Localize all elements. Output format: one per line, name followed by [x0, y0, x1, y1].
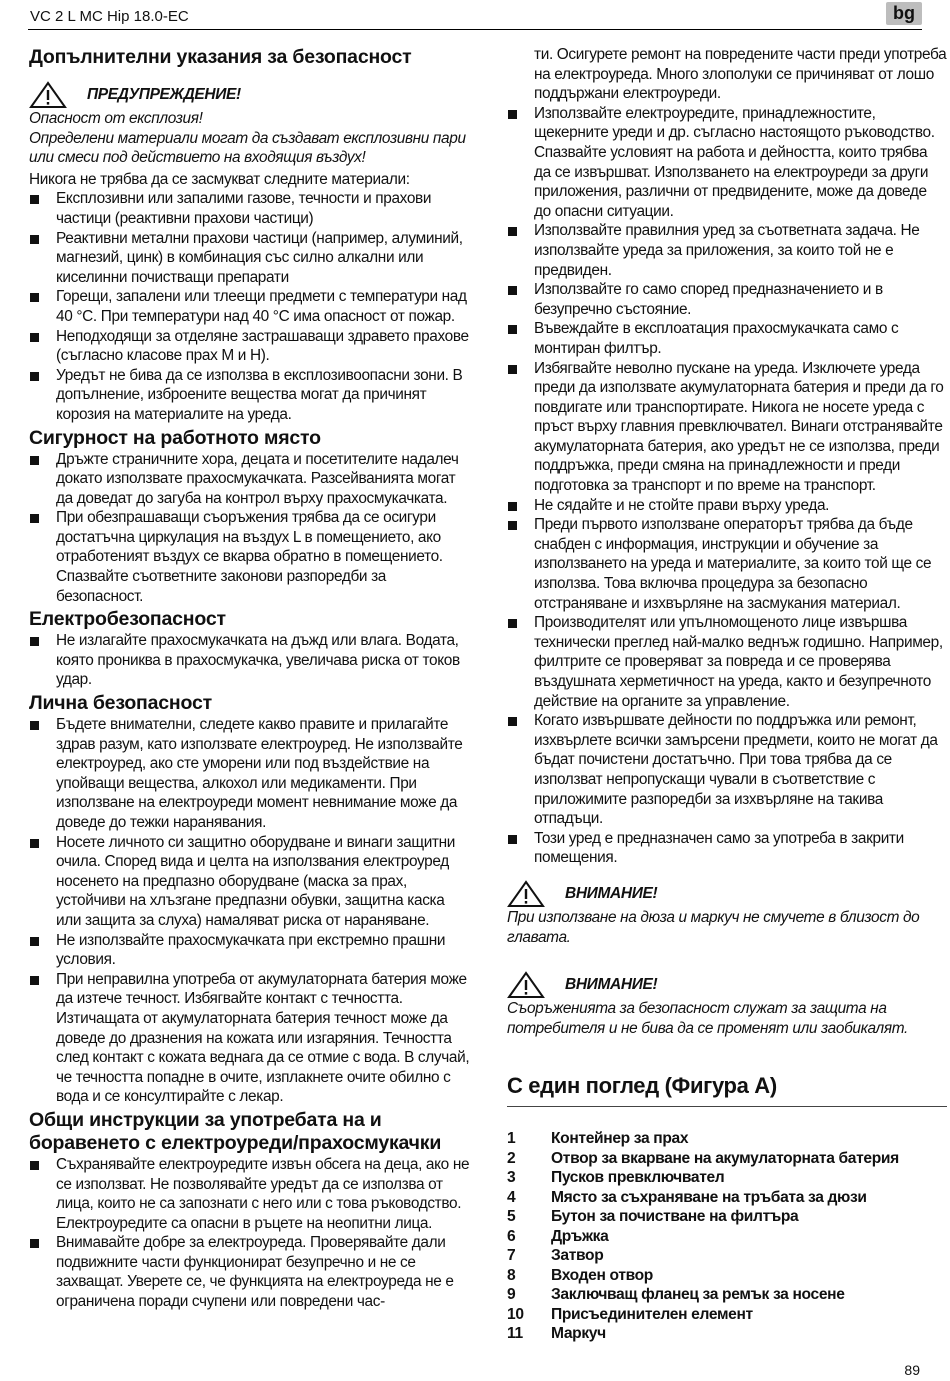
table-row: 9 Заключващ фланец за ремък за носене: [507, 1286, 845, 1304]
list-item: Избягвайте неволно пускане на уреда. Изключете уреда преди да използвате акумулаторната батерия и преди да го повдигате или транспортирате. Никога не носете уреда с пръст върху главния превключвател. Винаги отстранявайте акумулаторната батерия, ако уредът не се използва, преди поддръжка, преди смяна на принадлежности и преди подготовка за транспорт и по време на транспорт.: [507, 359, 947, 496]
heading-personal-safety: Лична безопасност: [29, 692, 212, 715]
doc-title: VC 2 L MC Hip 18.0-EC: [30, 8, 189, 25]
overview-divider: [507, 1106, 947, 1107]
left-column: [29, 46, 471, 1312]
table-row: 2 Отвор за вкарване на акумулаторната батерия: [507, 1149, 899, 1167]
list-item: Бъдете внимателни, следете какво правите и прилагайте здрав разум, като използвате електроуред. Не използвайте електроуред, ако сте уморени или под въздействие на упойващи вещества, алкохол или медикаменти. При използване на електроуреди момент невнимание може да доведе до тежки наранявания.: [29, 715, 471, 833]
list-item: При неправилна употреба от акумулаторната батерия може да изтече течност. Избягвайте контакт с течността. Изтичащата от акумулаторната батерия течност може да доведе до дразнения на кожата или изгаряния. Течността след контакт с кожата веднага да се отмие с вода. В случай, че течността попадне в очите, изплакнете очите обилно с вода и се консултирайте с лекар.: [29, 970, 471, 1107]
heading-general-instructions: Общи инструкции за употребата на и боравенето с електроуреди/прахосмукачки: [29, 1108, 442, 1154]
list-item: При обезпрашаващи съоръжения трябва да се осигури достатъчна циркулация на въздух L в помещението, ако отработеният въздух се вкарва обратно в помещението. Спазвайте съответните законови разпоредби за безопасност.: [29, 508, 471, 606]
right-column: [507, 45, 947, 1344]
overview-table: [507, 1129, 899, 1344]
list-item: Не използвайте прахосмукачката при екстремно прашни условия.: [29, 931, 471, 970]
header-divider: [28, 29, 922, 30]
table-row: 10 Присъединителен елемент: [507, 1305, 753, 1323]
warning-text-1: Опасност от експлозия!: [29, 110, 203, 127]
table-row: 11 Маркуч: [507, 1325, 606, 1343]
workplace-list: [29, 450, 471, 607]
caution-label-1: ВНИМАНИЕ!: [565, 885, 658, 903]
list-item: Производителят или упълномощеното лице извършва технически преглед най-малко веднъж годишно. Например, филтрите се проверяват за повреда и се проверява въздушната херметичност на уреда, както и безупречното действие на органите за управление.: [507, 613, 947, 711]
table-row: 7 Затвор: [507, 1247, 604, 1265]
electric-list: [29, 631, 471, 690]
list-item: Експлозивни или запалими газове, течности и прахови частици (реактивни прахови частици): [29, 189, 471, 228]
list-item: Горещи, запалени или тлеещи предмети с температури над 40 °C. При температури над 40 °C има опасност от пожар.: [29, 287, 471, 326]
heading-workplace-safety: Сигурност на работното място: [29, 426, 321, 449]
table-row: 4 Място за съхраняване на тръбата за дюзи: [507, 1188, 867, 1206]
continued-text: ти. Осигурете ремонт на повредените части преди употреба на електроуреда. Много злополуки се причиняват от лошо поддържани електроуреди.: [534, 46, 947, 103]
page-number: 89: [904, 1362, 920, 1378]
right-list: [507, 104, 947, 868]
warning-triangle-icon: [29, 81, 67, 109]
heading-overview: С един поглед (Фигура A): [507, 1073, 777, 1099]
warning-text-2: Определени материали могат да създават експлозивни пари или смеси под действието на входящия въздух!: [29, 129, 466, 167]
list-item: Уредът не бива да се използва в експлозивоопасни зони. В допълнение, изброените вещества могат да причинят корозия на материалите на уреда.: [29, 366, 471, 425]
list-item: Не сядайте и не стойте прави върху уреда.: [507, 496, 947, 516]
list-item: Използвайте електроуредите, принадлежностите, щекерните уреди и др. съгласно настоящото ръководство. Спазвайте условият на работа и дейността, които трябва да се извършват. Използването на електроуреди за други приложения, различни от предвидените, може да доведе до опасни ситуации.: [507, 104, 947, 222]
caution-label-2: ВНИМАНИЕ!: [565, 976, 658, 994]
table-row: 5 Бутон за почистване на филтъра: [507, 1208, 799, 1226]
table-row: 8 Входен отвор: [507, 1266, 653, 1284]
heading-electrical-safety: Електробезопасност: [29, 608, 226, 631]
list-item: Използвайте го само според предназначението и в безупречно състояние.: [507, 280, 947, 319]
list-item: Въвеждайте в експлоатация прахосмукачката само с монтиран филтър.: [507, 319, 947, 358]
list-item: Не излагайте прахосмукачката на дъжд или влага. Водата, която прониква в прахосмукачка, увеличава риска от токов удар.: [29, 631, 471, 690]
caution-text-2: Съоръженията за безопасност служат за защита на потребителя и не бива да се променят или заобикалят.: [507, 1000, 908, 1037]
caution-box-2: [507, 971, 947, 999]
general-list: [29, 1155, 471, 1312]
list-item: Този уред е предназначен само за употреба в закрити помещения.: [507, 829, 947, 868]
caution-text-1: При използване на дюза и маркуч не смучете в близост до главата.: [507, 908, 920, 946]
never-list: [29, 189, 471, 424]
warning-triangle-icon: [507, 880, 545, 908]
list-item: Реактивни метални прахови частици (например, алуминий, магнезий, цинк) в комбинация със силно алкални или киселинни почистващи препарати: [29, 229, 471, 288]
list-item: Използвайте правилния уред за съответната задача. Не използвайте уреда за приложения, за които той не е предвиден.: [507, 221, 947, 280]
never-intro: Никога не трябва да се засмукват следните материали:: [29, 170, 410, 188]
table-row: 6 Дръжка: [507, 1227, 609, 1245]
table-row: 3 Пусков превключвател: [507, 1169, 725, 1187]
list-item: Носете личното си защитно оборудване и винаги защитни очила. Според вида и целта на използвания електроуред носенето на предпазно оборудване (маска за прах, устойчиви на хлъзгане предпазни обувки, защитна каска или защита за слуха) намаляват риска от нараняване.: [29, 833, 471, 931]
list-item: Когато извършвате дейности по поддръжка или ремонт, изхвърлете всички замърсени предмети, които не могат да бъдат почистени достатъчно. При това трябва да се използват непропускащи чували в съответствие с приложимите разпоредби за изхвърляне на такива отпадъци.: [507, 711, 947, 829]
warning-triangle-icon: [507, 971, 545, 999]
language-badge: bg: [886, 2, 922, 25]
heading-additional-safety: Допълнителни указания за безопасност: [29, 46, 412, 68]
table-row: 1 Контейнер за прах: [507, 1130, 689, 1148]
list-item: Неподходящи за отделяне застрашаващи здравето прахове (съгласно класове прах M и H).: [29, 327, 471, 366]
list-item: Преди първото използване операторът трябва да бъде снабден с информация, инструкции и обучение за използването на уреда и материалите, за които той ще се използва. Това включва процедура за безопасно отстраняване и изхвърляне на засмукания материал.: [507, 515, 947, 613]
warning-label: ПРЕДУПРЕЖДЕНИЕ!: [87, 86, 241, 104]
personal-list: [29, 715, 471, 1107]
warning-box: [29, 81, 471, 109]
list-item: Съхранявайте електроуредите извън обсега на деца, ако не се използват. Не позволявайте уредът да се използва от лица, които не са запознати с него или с това ръководство. Електроуредите са опасни в ръцете на неопитни лица.: [29, 1155, 471, 1233]
list-item: Внимавайте добре за електроуреда. Проверявайте дали подвижните части функционират безупречно и не се захващат. Уверете се, че функцията на електроуреда не е ограничена поради счупени или повредени час-: [29, 1233, 471, 1311]
list-item: Дръжте страничните хора, децата и посетителите надалеч докато използвате прахосмукачката. Разсейванията могат да доведат до загуба на контрол върху прахосмукачката.: [29, 450, 471, 509]
caution-box-1: [507, 880, 947, 908]
